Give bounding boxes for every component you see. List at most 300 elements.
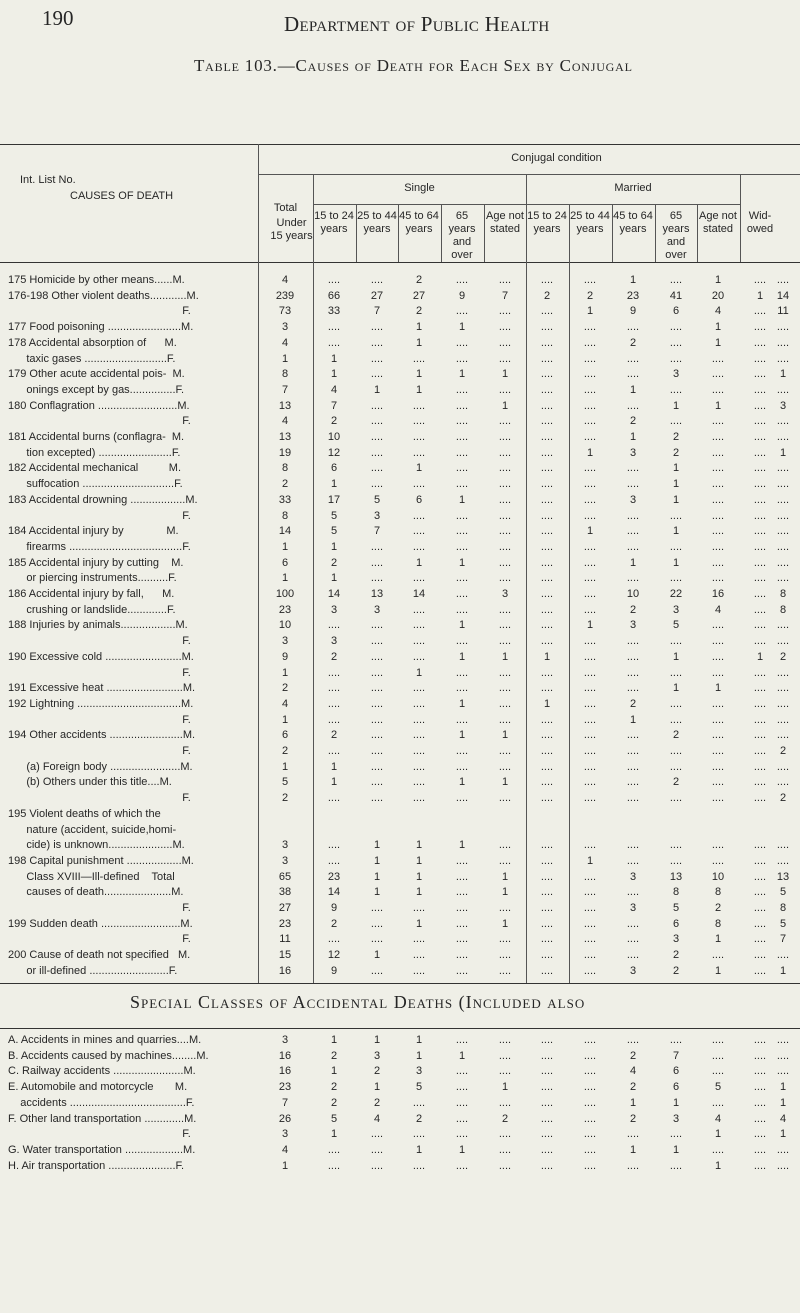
table-cell: ....	[626, 682, 640, 695]
table-cell: ....	[626, 478, 640, 491]
table-row	[0, 604, 800, 617]
conjugal-header: Conjugal condition	[511, 152, 602, 164]
table-cell: 2	[586, 289, 594, 302]
table-cell: ....	[327, 1143, 341, 1156]
table-cell: ....	[412, 635, 426, 648]
row-label: 182 Accidental mechanical M.	[8, 462, 182, 475]
table-cell: 3	[281, 1034, 289, 1046]
table-cell: ....	[498, 933, 512, 946]
table-cell: 5	[779, 917, 787, 930]
table-cell: 1	[543, 650, 551, 663]
row-label: F.	[8, 666, 191, 679]
table-row	[0, 290, 800, 303]
table-cell: 1	[373, 886, 381, 899]
table-cell: ....	[753, 336, 767, 349]
table-cell: ....	[540, 902, 554, 914]
table-cell: ....	[412, 697, 426, 710]
table-cell: 16	[711, 588, 725, 600]
table-cell: ....	[540, 431, 554, 443]
table-cell: ....	[711, 854, 725, 867]
table-cell: ....	[711, 729, 725, 742]
table-cell: 33	[278, 493, 292, 506]
table-cell: 6	[672, 1081, 680, 1094]
table-cell: ....	[776, 478, 790, 491]
row-label: Class XVIII—Ill-defined Total	[8, 870, 175, 883]
table-cell: ....	[455, 274, 469, 286]
table-cell: ....	[370, 745, 384, 757]
table-cell: ....	[370, 1143, 384, 1156]
table-cell: ....	[626, 792, 640, 805]
table-cell: ....	[498, 321, 512, 334]
table-cell: ....	[753, 1034, 767, 1046]
table-cell: ....	[626, 368, 640, 381]
table-cell: 8	[714, 886, 722, 899]
table-cell: ....	[583, 697, 597, 710]
table-cell: ....	[583, 886, 597, 899]
table-cell: ....	[626, 949, 640, 962]
table-cell: ....	[583, 603, 597, 616]
row-label: (a) Foreign body .......................M.	[8, 760, 193, 773]
table-cell: ....	[455, 1128, 469, 1141]
table-cell: ....	[626, 1034, 640, 1046]
table-row	[0, 572, 800, 585]
table-cell: 1	[672, 525, 680, 538]
table-cell: ....	[583, 1096, 597, 1109]
table-cell: ....	[669, 713, 683, 726]
table-cell: ....	[327, 792, 341, 805]
table-cell: 8	[779, 603, 787, 616]
table-cell: ....	[370, 917, 384, 930]
table-cell: ....	[455, 415, 469, 428]
table-row	[0, 321, 800, 334]
table-cell: 239	[275, 289, 295, 302]
table-cell: ....	[776, 1049, 790, 1062]
table-cell: 5	[415, 1081, 423, 1094]
table-cell: 6	[281, 729, 289, 742]
table-cell: ....	[753, 321, 767, 334]
table-cell: ....	[540, 572, 554, 585]
table-row	[0, 698, 800, 711]
table-cell: 5	[672, 619, 680, 632]
table-cell: ....	[412, 603, 426, 616]
table-cell: ....	[711, 383, 725, 396]
table-cell: 1	[330, 1128, 338, 1141]
table-row	[0, 635, 800, 648]
table-cell: ....	[412, 650, 426, 663]
table-cell: ....	[583, 635, 597, 648]
special-top-rule	[0, 1028, 800, 1029]
table-cell: 1	[714, 321, 722, 334]
table-cell: 1	[714, 933, 722, 946]
table-cell: 13	[669, 870, 683, 883]
table-cell: 1	[281, 572, 289, 585]
total-header: Total	[273, 202, 298, 214]
table-cell: ....	[669, 854, 683, 867]
table-cell: ....	[753, 556, 767, 569]
column-header: 25 to 44 years	[570, 210, 610, 235]
table-cell: ....	[327, 854, 341, 867]
table-cell: ....	[540, 635, 554, 648]
table-cell: ....	[498, 964, 512, 977]
table-cell: 1	[586, 525, 594, 538]
table-cell: ....	[455, 336, 469, 349]
table-cell: 1	[458, 697, 466, 710]
table-cell: ....	[669, 1128, 683, 1141]
column-header: 65 years and over	[448, 210, 476, 261]
table-cell: 6	[672, 1065, 680, 1078]
table-cell: ....	[412, 964, 426, 977]
table-cell: 3	[281, 1128, 289, 1141]
table-cell: ....	[455, 870, 469, 883]
table-cell: ....	[370, 964, 384, 977]
table-cell: ....	[540, 336, 554, 349]
table-cell: ....	[455, 854, 469, 867]
table-cell: 2	[779, 792, 787, 805]
row-label: 181 Accidental burns (conflagra- M.	[8, 431, 185, 443]
column-header: Wid- owed	[746, 210, 774, 235]
row-label: 179 Other acute accidental pois- M.	[8, 368, 185, 381]
row-label: 175 Homicide by other means......M.	[8, 274, 185, 286]
table-cell: ....	[711, 1096, 725, 1109]
row-label: F.	[8, 415, 191, 428]
table-cell: ....	[776, 619, 790, 632]
table-cell: 1	[330, 352, 338, 365]
table-title: Table 103.—Causes of Death for Each Sex by Conjugal	[194, 56, 633, 75]
table-row	[0, 886, 800, 899]
running-header: Department of Public Health	[284, 12, 550, 36]
table-cell: ....	[753, 603, 767, 616]
table-cell: 1	[330, 368, 338, 381]
table-cell: ....	[498, 760, 512, 773]
table-cell: ....	[711, 619, 725, 632]
row-label: onings except by gas...............F.	[8, 383, 185, 396]
table-cell: ....	[626, 635, 640, 648]
table-cell: ....	[540, 588, 554, 600]
table-cell: ....	[669, 540, 683, 553]
table-cell: ....	[540, 776, 554, 789]
table-row	[0, 1160, 800, 1173]
table-row	[0, 1144, 800, 1157]
table-cell: 1	[415, 556, 423, 569]
column-header: 45 to 64 years	[399, 210, 439, 235]
table-row	[0, 510, 800, 523]
table-cell: 1	[672, 1143, 680, 1156]
table-cell: 7	[373, 305, 381, 318]
table-cell: 2	[330, 729, 338, 742]
table-cell: ....	[540, 478, 554, 491]
table-cell: 23	[327, 870, 341, 883]
table-cell: 1	[501, 870, 509, 883]
table-cell: ....	[753, 1081, 767, 1094]
row-label: C. Railway accidents .......................M.	[8, 1065, 196, 1078]
table-cell: 5	[373, 493, 381, 506]
table-row	[0, 761, 800, 774]
table-cell: ....	[583, 729, 597, 742]
table-cell: ....	[540, 321, 554, 334]
table-cell: ....	[753, 446, 767, 459]
table-cell: ....	[498, 902, 512, 914]
table-cell: ....	[776, 462, 790, 475]
table-cell: 1	[373, 1034, 381, 1046]
row-label: 192 Lightning ..................................M.	[8, 697, 194, 710]
table-cell: ....	[498, 383, 512, 396]
table-cell: 1	[501, 650, 509, 663]
table-cell: ....	[498, 603, 512, 616]
table-row	[0, 1097, 800, 1110]
table-cell: 2	[415, 305, 423, 318]
table-cell: 13	[278, 399, 292, 412]
table-row	[0, 1050, 800, 1063]
table-cell: 2	[779, 745, 787, 757]
table-cell: ....	[455, 603, 469, 616]
table-cell: 1	[373, 1081, 381, 1094]
table-cell: 1	[629, 556, 637, 569]
table-cell: ....	[711, 540, 725, 553]
table-cell: ....	[540, 854, 554, 867]
table-cell: ....	[753, 399, 767, 412]
table-cell: ....	[370, 635, 384, 648]
table-cell: ....	[711, 792, 725, 805]
table-cell: ....	[669, 745, 683, 757]
table-cell: 10	[327, 431, 341, 443]
row-label: (b) Others under this title....M.	[8, 776, 172, 789]
table-row	[0, 933, 800, 946]
table-cell: ....	[498, 446, 512, 459]
table-cell: ....	[455, 305, 469, 318]
table-cell: ....	[753, 493, 767, 506]
page-number: 190	[42, 6, 74, 30]
row-label: 194 Other accidents ........................M.	[8, 729, 196, 742]
table-cell: 3	[501, 588, 509, 600]
table-cell: ....	[711, 572, 725, 585]
row-label: 188 Injuries by animals..................M.	[8, 619, 188, 632]
table-cell: ....	[455, 1096, 469, 1109]
table-cell: 14	[327, 886, 341, 899]
table-cell: ....	[583, 1049, 597, 1062]
table-cell: ....	[583, 588, 597, 600]
table-row	[0, 682, 800, 695]
table-cell: ....	[583, 556, 597, 569]
table-cell: ....	[583, 321, 597, 334]
table-cell: 1	[629, 274, 637, 286]
table-cell: ....	[498, 493, 512, 506]
table-cell: ....	[455, 446, 469, 459]
table-cell: 1	[714, 964, 722, 977]
table-cell: 12	[327, 446, 341, 459]
table-cell: ....	[412, 1159, 426, 1172]
table-cell: 4	[629, 1065, 637, 1078]
table-cell: ....	[583, 870, 597, 883]
table-cell: ....	[540, 603, 554, 616]
table-cell: ....	[583, 792, 597, 805]
table-cell: ....	[455, 666, 469, 679]
table-cell: ....	[412, 1096, 426, 1109]
table-cell: ....	[583, 760, 597, 773]
table-cell: ....	[540, 917, 554, 930]
table-cell: ....	[753, 776, 767, 789]
table-cell: ....	[669, 321, 683, 334]
table-cell: ....	[327, 619, 341, 632]
table-cell: 4	[281, 697, 289, 710]
table-cell: 3	[629, 870, 637, 883]
table-cell: ....	[583, 1128, 597, 1141]
table-cell: 1	[779, 446, 787, 459]
table-cell: 1	[281, 352, 289, 365]
table-cell: 2	[714, 902, 722, 914]
table-cell: ....	[370, 792, 384, 805]
row-label: 200 Cause of death not specified M.	[8, 949, 191, 962]
table-cell: ....	[669, 352, 683, 365]
table-cell: ....	[753, 1049, 767, 1062]
table-cell: 8	[281, 509, 289, 522]
row-label: 191 Excessive heat .........................M.	[8, 682, 196, 695]
table-cell: 3	[629, 446, 637, 459]
table-cell: ....	[455, 525, 469, 538]
row-label: 178 Accidental absorption of M.	[8, 336, 177, 349]
table-cell: 1	[714, 682, 722, 695]
table-cell: ....	[626, 745, 640, 757]
table-cell: ....	[776, 713, 790, 726]
table-cell: ....	[711, 493, 725, 506]
table-row	[0, 871, 800, 884]
table-cell: 1	[501, 399, 509, 412]
table-cell: 4	[714, 1112, 722, 1125]
table-cell: 1	[586, 305, 594, 318]
table-cell: ....	[776, 666, 790, 679]
table-cell: 1	[672, 1096, 680, 1109]
table-cell: 7	[672, 1049, 680, 1062]
table-cell: ....	[455, 1065, 469, 1078]
table-cell: 1	[281, 1159, 289, 1172]
table-cell: ....	[455, 902, 469, 914]
table-cell: ....	[753, 1096, 767, 1109]
table-cell: 5	[330, 509, 338, 522]
table-cell: 1	[458, 493, 466, 506]
table-cell: ....	[370, 760, 384, 773]
table-cell: ....	[455, 1081, 469, 1094]
row-label: crushing or landslide.............F.	[8, 603, 176, 616]
table-cell: ....	[753, 478, 767, 491]
table-row	[0, 714, 800, 727]
table-cell: ....	[370, 1159, 384, 1172]
table-cell: 6	[415, 493, 423, 506]
table-cell: 1	[415, 368, 423, 381]
table-cell: ....	[540, 493, 554, 506]
table-cell: ....	[412, 431, 426, 443]
table-cell: 3	[281, 635, 289, 648]
table-cell: ....	[583, 1143, 597, 1156]
table-cell: 19	[278, 446, 292, 459]
table-cell: 1	[779, 1128, 787, 1141]
table-cell: ....	[583, 745, 597, 757]
table-cell: ....	[370, 1128, 384, 1141]
table-cell: ....	[753, 462, 767, 475]
table-cell: 23	[278, 1081, 292, 1094]
table-cell: ....	[711, 1049, 725, 1062]
table-cell: ....	[583, 1081, 597, 1094]
table-cell: ....	[370, 352, 384, 365]
table-cell: ....	[776, 383, 790, 396]
table-cell: 1	[672, 462, 680, 475]
table-cell: ....	[540, 446, 554, 459]
table-cell: ....	[498, 1065, 512, 1078]
table-cell: 1	[501, 776, 509, 789]
row-label: F.	[8, 902, 191, 914]
table-cell: ....	[327, 336, 341, 349]
table-cell: 10	[278, 619, 292, 632]
table-cell: ....	[626, 540, 640, 553]
table-cell: ....	[370, 399, 384, 412]
table-cell: ....	[626, 572, 640, 585]
table-row	[0, 462, 800, 475]
table-cell: 3	[629, 964, 637, 977]
table-cell: 3	[281, 839, 289, 852]
table-cell: ....	[711, 1065, 725, 1078]
table-cell: ....	[776, 415, 790, 428]
table-cell: ....	[753, 854, 767, 867]
table-cell: 1	[756, 650, 764, 663]
table-cell: ....	[540, 399, 554, 412]
row-label: F.	[8, 509, 191, 522]
table-cell: 1	[586, 446, 594, 459]
table-cell: 1	[779, 368, 787, 381]
table-cell: ....	[753, 682, 767, 695]
table-cell: ....	[711, 431, 725, 443]
table-cell: 1	[415, 854, 423, 867]
table-cell: ....	[498, 619, 512, 632]
table-cell: ....	[669, 336, 683, 349]
table-cell: 38	[278, 886, 292, 899]
row-label: cide) is unknown.....................M.	[8, 839, 185, 852]
table-cell: ....	[455, 383, 469, 396]
table-cell: 4	[714, 305, 722, 318]
table-cell: ....	[540, 383, 554, 396]
table-cell: 7	[281, 1096, 289, 1109]
table-cell: 1	[672, 478, 680, 491]
conjugal-rule	[258, 174, 800, 175]
table-cell: 2	[629, 415, 637, 428]
table-cell: 3	[672, 1112, 680, 1125]
table-cell: ....	[498, 697, 512, 710]
table-cell: 4	[330, 383, 338, 396]
table-row	[0, 1113, 800, 1126]
row-label: taxic gases ...........................F.	[8, 352, 176, 365]
table-cell: 3	[629, 902, 637, 914]
table-cell: ....	[711, 635, 725, 648]
table-cell: ....	[540, 509, 554, 522]
column-header: Age not stated	[486, 210, 524, 235]
table-cell: ....	[753, 870, 767, 883]
table-cell: 2	[330, 415, 338, 428]
table-cell: ....	[753, 635, 767, 648]
table-cell: ....	[753, 525, 767, 538]
table-cell: ....	[776, 729, 790, 742]
table-cell: ....	[583, 336, 597, 349]
table-cell: ....	[370, 619, 384, 632]
table-cell: 7	[281, 383, 289, 396]
table-cell: 2	[415, 274, 423, 286]
single-header: Single	[404, 182, 435, 194]
table-cell: ....	[370, 776, 384, 789]
table-cell: 1	[501, 917, 509, 930]
table-cell: ....	[540, 1112, 554, 1125]
table-cell: 2	[543, 289, 551, 302]
table-cell: ....	[583, 274, 597, 286]
table-cell: ....	[711, 760, 725, 773]
table-cell: ....	[583, 933, 597, 946]
table-cell: 1	[415, 1034, 423, 1046]
table-cell: ....	[711, 839, 725, 852]
